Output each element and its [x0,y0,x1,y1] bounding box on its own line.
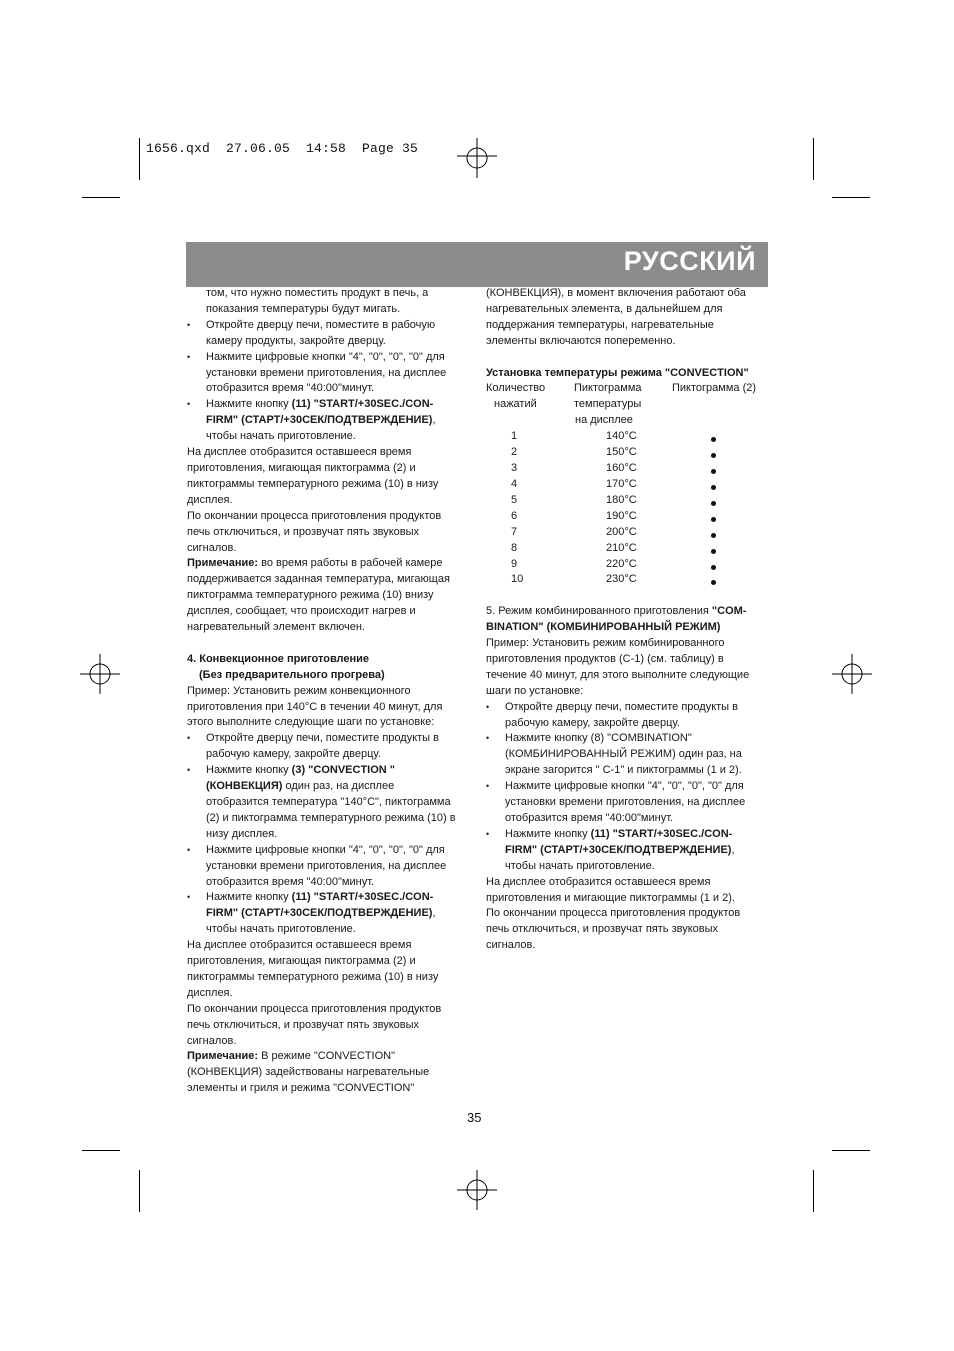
text-line: дисплея. [187,986,233,999]
text-line: пиктограммы температурного режима (10) в низу [187,970,439,983]
text-line: приготовления и мигающие пиктограммы (1 и 2). [486,891,735,904]
registration-target-icon [80,654,120,694]
table-row: 1 140°С [486,429,764,445]
dot-icon [711,501,716,506]
bullet-item: • Нажмите кнопку (11) "START/+30SEC./CON- FIRM" (СТАРТ/+30СЕК/ПОДТВЕРЖДЕНИЕ), чтобы начать приготовление. [187,890,467,938]
text-line: нагревательный элемент включен. [187,621,365,634]
crop-mark-br-h [832,1150,870,1151]
bullet-item: • Откройте дверцу печи, поместите продукты в рабочую камеру, закройте дверцу. [486,700,764,732]
text-line: дисплея, сообщает, что происходит нагрев и [187,605,416,618]
text-line: элементы включаются попеременно. [486,334,676,347]
table-row: 4 170°С [486,477,764,493]
table-header [486,381,764,429]
crop-mark-tr-h [832,197,870,198]
text-line: приготовления, мигающая пиктограмма (2) и [187,955,416,968]
bullet-item: • Нажмите кнопку (8) "COMBINATION" (КОМБИНИРОВАННЫЙ РЕЖИМ) один раз, на экране загорится " С-1" и пиктограммы (1 и 2). [486,731,764,779]
text-line: сигналов. [187,541,237,554]
dot-icon [711,453,716,458]
table-title: Установка температуры режима "CONVECTION" [486,366,749,379]
registration-target-icon [832,654,872,694]
dot-icon [711,517,716,522]
bullet-item: • Нажмите кнопку (11) "START/+30SEC./CON- FIRM" (СТАРТ/+30СЕК/ПОДТВЕРЖДЕНИЕ), чтобы начать приготовление. [187,397,467,445]
text-line: том, что нужно поместить продукт в печь, а [206,287,429,299]
bullet-item: • Откройте дверцу печи, поместите продукты в рабочую камеру, закройте дверцу. [187,731,467,763]
dot-icon [711,549,716,554]
section-heading: 5. Режим комбинированного приготовления "COM- [486,605,747,618]
text-line: печь отключиться, и прозвучат пять звуковых [187,525,420,538]
table-row: 8 210°С [486,541,764,557]
text-line: шаги по установке: [486,684,584,697]
bullet-item: • Нажмите кнопку (3) "CONVECTION " (КОНВЕКЦИЯ) один раз, на дисплее отобразится температура "140°С", пиктограмма (2) и пиктограмма температурного режима (10) в низу дисплея. [187,763,467,843]
page-number: 35 [467,1110,482,1125]
crop-mark-br-v [813,1170,814,1212]
column-header: на дисплее [575,414,633,427]
bullet-item: • Нажмите цифровые кнопки "4", "0", "0", "0" для установки времени приготовления, на дисплее отобразится время "40:00"минут. [187,350,467,398]
left-column [187,286,467,1097]
registration-target-icon [457,1170,497,1210]
text-line: сигналов. [187,1034,237,1047]
crop-mark-bl-h [82,1150,120,1151]
text-line: пиктограмма температурного режима (10) внизу [187,589,434,602]
section-heading: BINATION" (КОМБИНИРОВАННЫЙ РЕЖИМ) [486,621,721,634]
dot-icon [711,580,716,585]
banner-title: РУССКИЙ [623,246,756,276]
crop-mark-tr-v [813,138,814,180]
text-line: этого выполните следующие шаги по установке: [187,716,435,729]
dot-icon [711,485,716,490]
text-line: По окончании процесса приготовления продуктов [187,1002,442,1015]
note: Примечание: во время работы в рабочей камере [187,557,443,570]
bullet-item: • Откройте дверцу печи, поместите в рабочую камеру продукты, закройте дверцу. [187,318,467,350]
crop-mark-bl-v [139,1170,140,1212]
section-subheading: (Без предварительного прогрева) [199,668,385,681]
section-heading: 4. Конвекционное приготовление [187,652,370,665]
dot-icon [711,565,716,570]
column-header: Пиктограмма [574,382,642,395]
text-line: По окончании процесса приготовления продуктов [187,509,442,522]
table-row: 9 220°С [486,557,764,573]
crop-mark-tl-v [139,138,140,180]
column-header: нажатий [494,398,537,411]
column-header: температуры [574,398,642,411]
registration-target-icon [457,138,497,178]
text-line: Пример: Установить режим конвекционного [187,684,411,697]
text-line: показания температуры будут мигать. [206,302,401,315]
text-line: По окончании процесса приготовления продуктов [486,907,741,920]
table-row: 6 190°С [486,509,764,525]
column-header: Пиктограмма (2) [672,382,757,395]
text-line: (КОНВЕКЦИЯ), в момент включения работают оба [486,287,746,299]
text-line: приготовления продуктов (С-1) (см. таблицу) в [486,652,724,665]
text-line: течение 40 минут, для этого выполните следующие [486,668,750,681]
dot-icon [711,437,716,442]
table-row: 2 150°С [486,445,764,461]
text-line: На дисплее отобразится оставшееся время [187,446,412,459]
text-line: приготовления при 140°С в течении 40 минут, для [187,700,443,713]
table-row: 10 230°С [486,572,764,588]
text-line: дисплея. [187,493,233,506]
text-line: печь отключиться, и прозвучат пять звуковых [486,923,719,936]
language-banner [186,242,768,287]
crop-mark-tl-h [82,197,120,198]
text-line: печь отключиться, и прозвучат пять звуковых [187,1018,420,1031]
table-row: 5 180°С [486,493,764,509]
bullet-item: • Нажмите цифровые кнопки "4", "0", "0", "0" для установки времени приготовления, на дисплее отобразится время "40:00"минут. [187,843,467,891]
table-body [486,429,764,588]
text-line: нагревательных элемента, в дальнейшем для [486,302,723,315]
bullet-item: • Нажмите цифровые кнопки "4", "0", "0", "0" для установки времени приготовления, на дисплее отобразится время "40:00"минут. [486,779,764,827]
text-line: На дисплее отобразится оставшееся время [187,939,412,952]
text-line: элементы и гриля и режима "CONVECTION" [187,1082,415,1095]
text-line: сигналов. [486,939,536,952]
dot-icon [711,533,716,538]
print-slug: 1656.qxd 27.06.05 14:58 Page 35 [146,141,419,156]
text-line: поддержания температуры, нагревательные [486,318,714,331]
right-column [486,286,764,954]
dot-icon [711,469,716,474]
text-line: пиктограммы температурного режима (10) в низу [187,477,439,490]
text-line: поддерживается заданная температура, мигающая [187,573,450,586]
text-line: (КОНВЕКЦИЯ) задействованы нагревательные [187,1066,430,1079]
table-row: 7 200°С [486,525,764,541]
text-line: Пример: Установить режим комбинированного [486,637,725,650]
table-row: 3 160°С [486,461,764,477]
text-line: На дисплее отобразится оставшееся время [486,875,711,888]
text-line: приготовления, мигающая пиктограмма (2) и [187,461,416,474]
column-header: Количество [486,382,546,395]
note: Примечание: В режиме "CONVECTION" [187,1050,396,1063]
bullet-item: • Нажмите кнопку (11) "START/+30SEC./CON- FIRM" (СТАРТ/+30СЕК/ПОДТВЕРЖДЕНИЕ), чтобы начать приготовление. [486,827,764,875]
